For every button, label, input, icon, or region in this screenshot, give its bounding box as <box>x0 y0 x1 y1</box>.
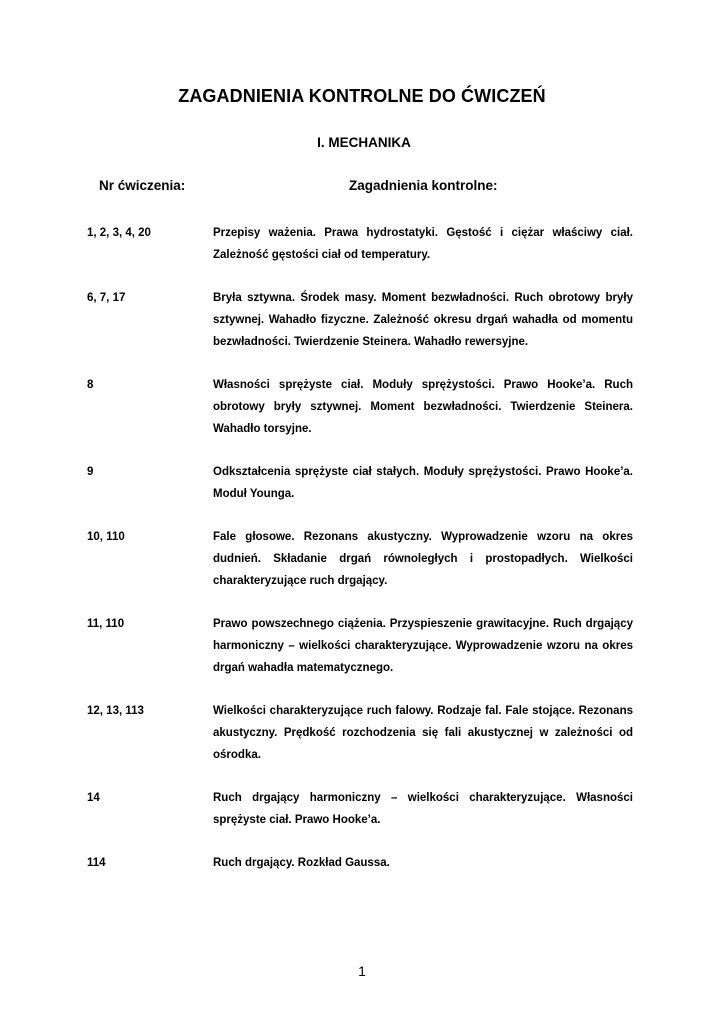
exercise-topics: Własności sprężyste ciał. Moduły sprężystości. Prawo Hooke’a. Ruch obrotowy bryły sztywnej. Moment bezwładności. Twierdzenie Steinera. Wahadło torsyjne. <box>213 379 633 435</box>
exercise-number: 12, 13, 113 <box>87 705 144 717</box>
exercise-topics: Ruch drgający harmoniczny – wielkości charakteryzujące. Własności sprężyste ciał. Prawo Hooke’a. <box>213 792 633 826</box>
exercise-topics: Bryła sztywna. Środek masy. Moment bezwładności. Ruch obrotowy bryły sztywnej. Wahadło fizyczne. Zależność okresu drgań wahadła od momentu bezwładności. Twierdzenie Steinera. Wahadło rewersyjne. <box>213 292 633 348</box>
table-row <box>0 613 724 679</box>
table-row <box>0 526 724 592</box>
exercise-number: 114 <box>87 857 106 869</box>
exercise-topics: Przepisy ważenia. Prawa hydrostatyki. Gęstość i ciężar właściwy ciał. Zależność gęstości ciał od temperatury. <box>213 227 633 261</box>
table-row <box>0 700 724 766</box>
exercise-topics: Ruch drgający. Rozkład Gaussa. <box>213 857 390 869</box>
table-row <box>0 222 724 266</box>
document-title: ZAGADNIENIA KONTROLNE DO ĆWICZEŃ <box>178 86 546 106</box>
exercise-number: 8 <box>87 379 94 391</box>
exercise-number: 1, 2, 3, 4, 20 <box>87 227 151 239</box>
exercise-number: 10, 110 <box>87 531 125 543</box>
number-column-header: Nr ćwiczenia: <box>99 178 186 193</box>
exercise-topics: Fale głosowe. Rezonans akustyczny. Wyprowadzenie wzoru na okres dudnień. Składanie drgań równoległych i prostopadłych. Wielkości charakteryzujące ruch drgający. <box>213 531 633 587</box>
table-row <box>0 374 724 440</box>
table-row <box>0 787 724 831</box>
exercise-number: 9 <box>87 466 94 478</box>
exercise-topics: Wielkości charakteryzujące ruch falowy. Rodzaje fal. Fale stojące. Rezonans akustyczny. Prędkość rozchodzenia się fali akustycznej w zależności od ośrodka. <box>213 705 633 761</box>
exercise-topics: Prawo powszechnego ciążenia. Przyspieszenie grawitacyjne. Ruch drgający harmoniczny – wielkości charakteryzujące. Wyprowadzenie wzoru na okres drgań wahadła matematycznego. <box>213 618 633 674</box>
table-row <box>0 852 724 874</box>
topics-column-header: Zagadnienia kontrolne: <box>349 178 498 193</box>
table-row <box>0 287 724 353</box>
exercise-number: 6, 7, 17 <box>87 292 126 304</box>
exercise-number: 11, 110 <box>87 618 125 630</box>
table-row <box>0 461 724 505</box>
page-number: 1 <box>358 963 366 979</box>
topics-table <box>0 222 724 895</box>
exercise-number: 14 <box>87 792 100 804</box>
exercise-topics: Odkształcenia sprężyste ciał stałych. Moduły sprężystości. Prawo Hooke’a. Moduł Younga. <box>213 466 633 500</box>
section-title: I. MECHANIKA <box>317 135 411 150</box>
